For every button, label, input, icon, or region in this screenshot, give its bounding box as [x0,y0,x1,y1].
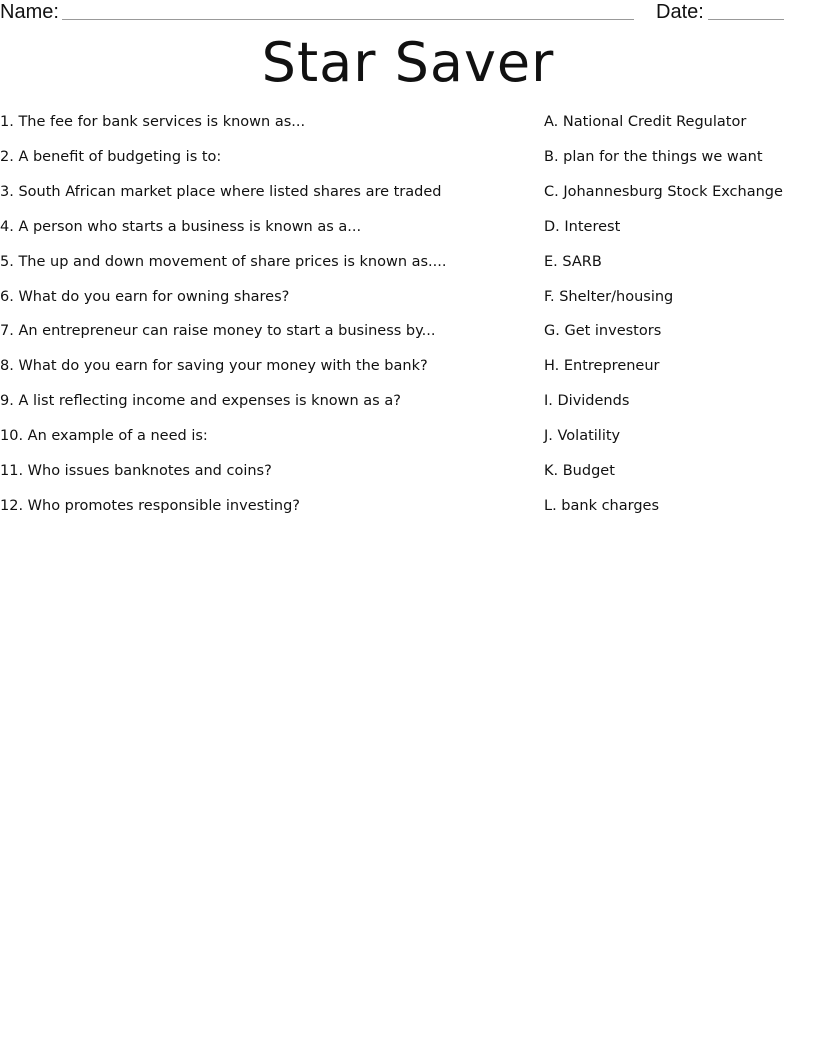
answer-item: K. Budget [544,463,615,479]
question-item: 8. What do you earn for saving your money with the bank? [0,358,428,375]
question-item: 2. A benefit of budgeting is to: [0,148,222,165]
question-item: 6. What do you earn for owning shares? [0,288,290,305]
question-item: 5. The up and down movement of share prices is known as.... [0,253,447,270]
name-field-line[interactable] [62,19,634,20]
answer-item: F. Shelter/housing [544,288,674,305]
question-item: 1. The fee for bank services is known as... [0,114,306,130]
question-item: 7. An entrepreneur can raise money to start a business by... [0,323,436,340]
answer-item: A. National Credit Regulator [544,114,747,130]
answer-item: G. Get investors [544,323,662,340]
date-field-line[interactable] [708,19,784,20]
question-item: 12. Who promotes responsible investing? [0,497,300,514]
answer-item: H. Entrepreneur [544,358,660,375]
worksheet-title: Star Saver [261,31,555,94]
question-item: 9. A list reflecting income and expenses is known as a? [0,393,401,410]
answer-item: J. Volatility [544,428,621,445]
name-label: Name: [0,1,59,23]
question-item: 11. Who issues banknotes and coins? [0,463,272,479]
answer-item: B. plan for the things we want [544,148,763,165]
question-item: 10. An example of a need is: [0,428,208,445]
answer-item: D. Interest [544,218,621,235]
question-item: 4. A person who starts a business is known as a... [0,218,362,235]
answer-item: C. Johannesburg Stock Exchange [544,183,783,200]
question-item: 3. South African market place where listed shares are traded [0,183,442,200]
date-label: Date: [656,1,704,23]
answer-item: L. bank charges [544,497,660,514]
answer-item: I. Dividends [544,393,630,410]
answer-item: E. SARB [544,253,602,270]
